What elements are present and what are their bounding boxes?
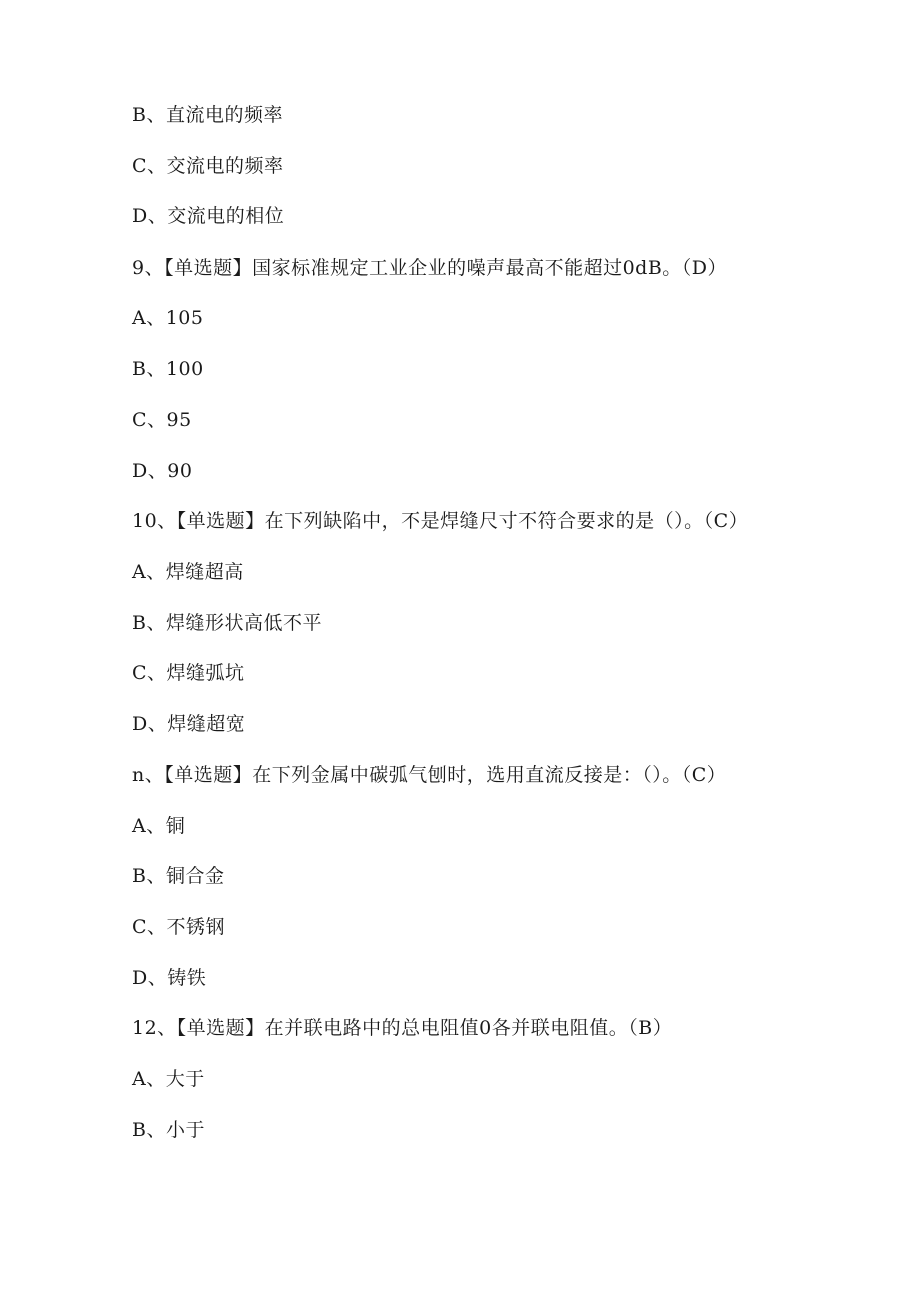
question-line: 10、【单选题】在下列缺陷中，不是焊缝尺寸不符合要求的是（）。（C） — [132, 510, 749, 532]
question-line: 12、【单选题】在并联电路中的总电阻值0各并联电阻值。（B） — [132, 1017, 673, 1039]
option-line: B、小于 — [132, 1119, 205, 1141]
option-line: C、95 — [132, 409, 192, 431]
option-line: C、交流电的频率 — [132, 155, 284, 177]
option-line: B、焊缝形状高低不平 — [132, 612, 322, 634]
option-line: B、直流电的频率 — [132, 104, 283, 126]
option-line: C、焊缝弧坑 — [132, 662, 245, 684]
question-line: n、【单选题】在下列金属中碳弧气刨时，选用直流反接是：（）。（C） — [132, 764, 727, 786]
option-line: D、交流电的相位 — [132, 205, 285, 227]
option-line: A、大于 — [132, 1068, 205, 1090]
question-line: 9、【单选题】国家标准规定工业企业的噪声最高不能超过0dB。（D） — [132, 257, 728, 279]
option-line: D、90 — [132, 460, 193, 482]
option-line: B、铜合金 — [132, 865, 225, 887]
option-line: D、铸铁 — [132, 967, 207, 989]
option-line: B、100 — [132, 358, 204, 380]
option-line: C、不锈钢 — [132, 916, 226, 938]
option-line: A、105 — [132, 307, 204, 329]
option-line: D、焊缝超宽 — [132, 713, 246, 735]
option-line: A、焊缝超高 — [132, 561, 244, 583]
option-line: A、铜 — [132, 815, 186, 837]
